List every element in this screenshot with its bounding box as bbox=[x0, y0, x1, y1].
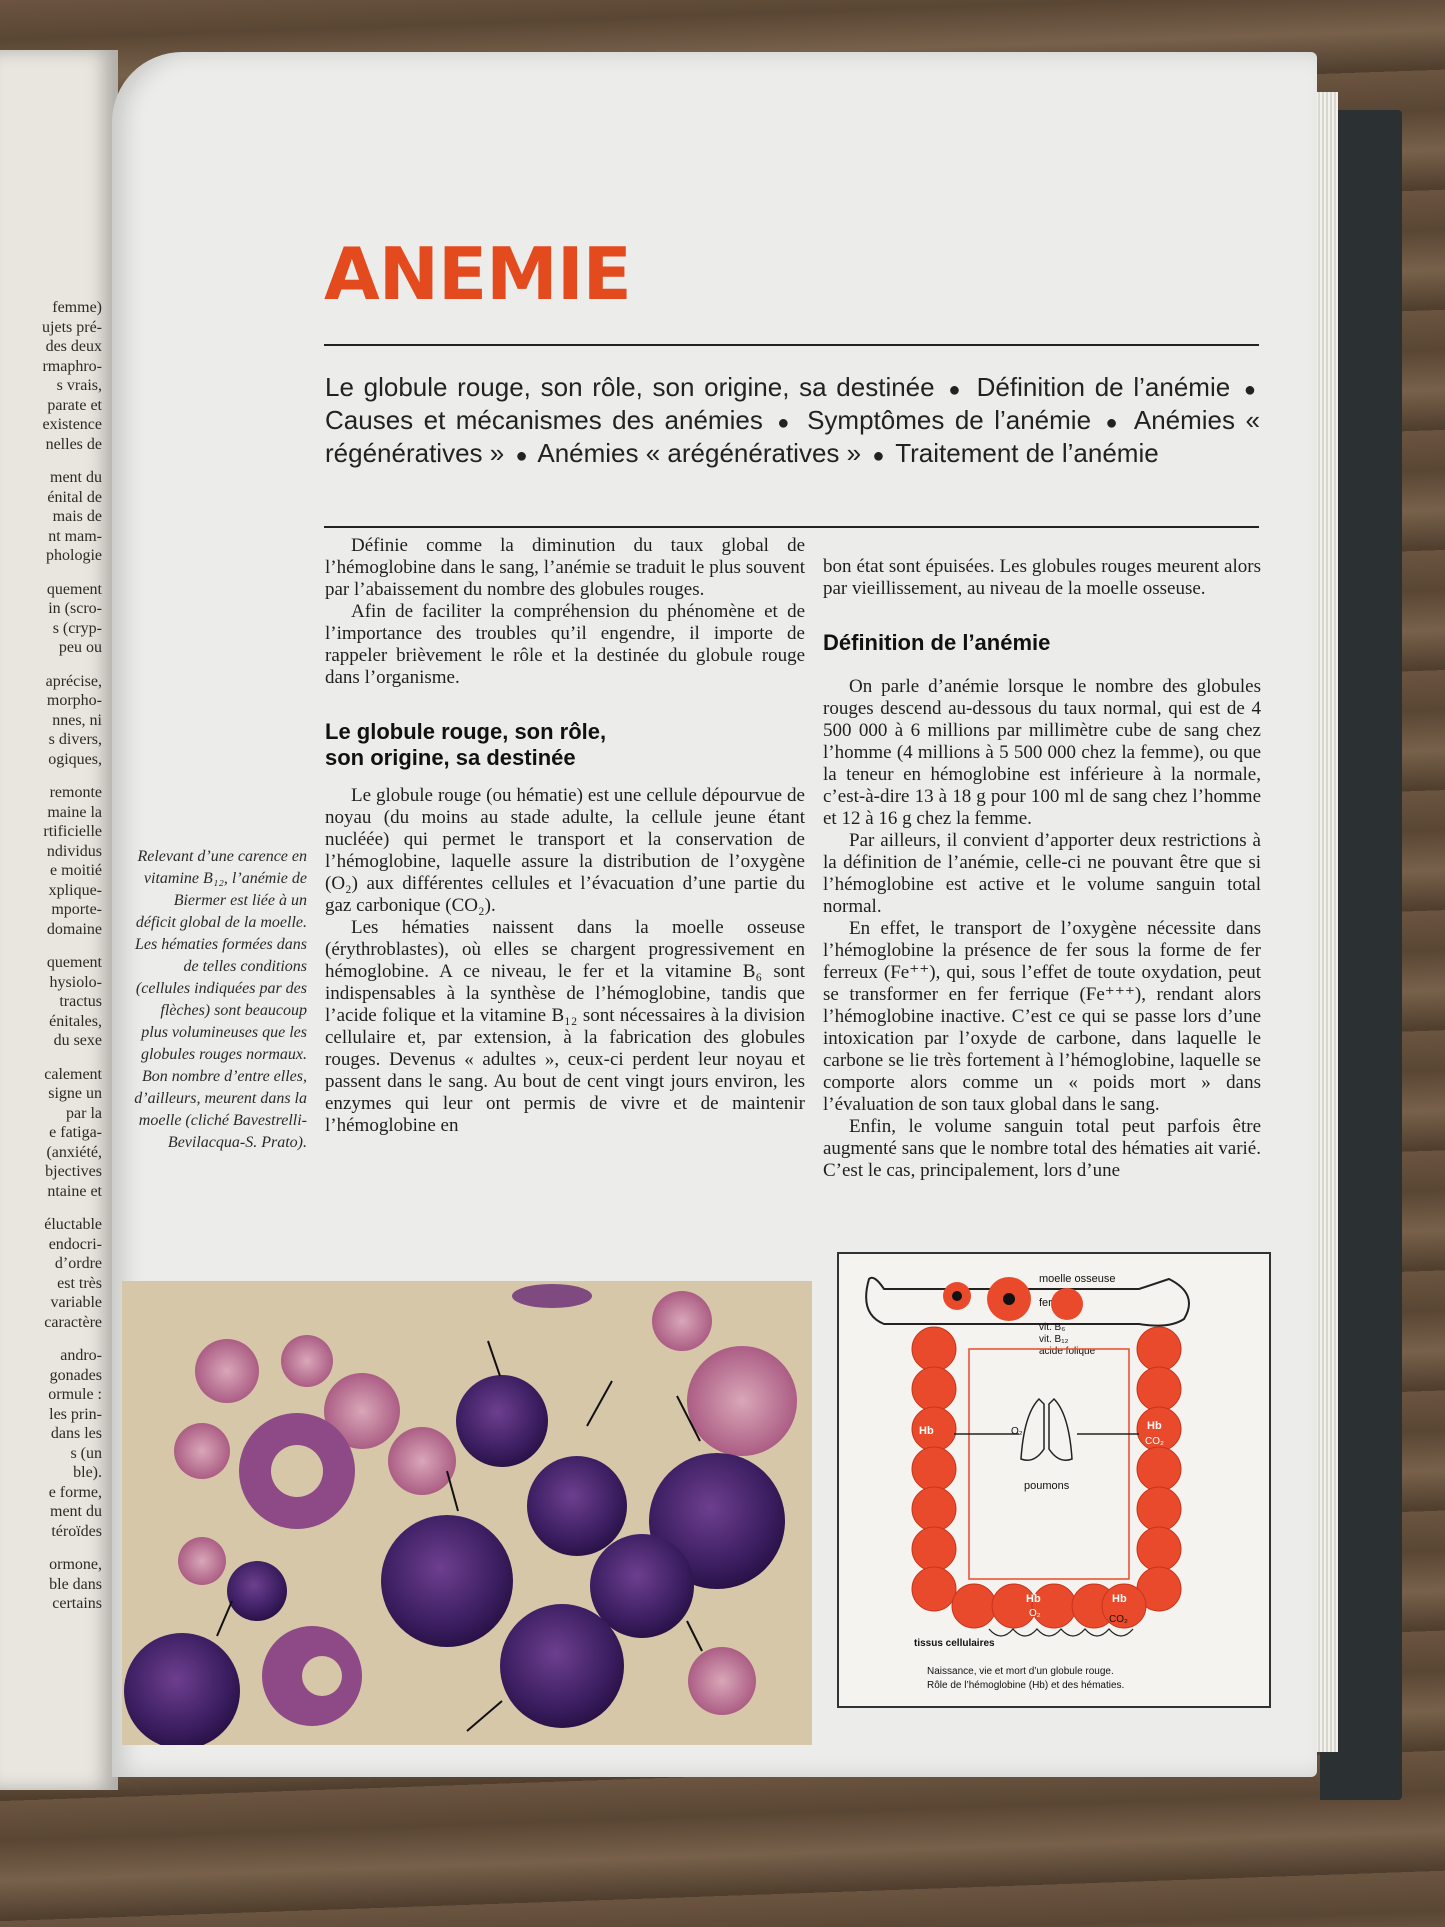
left-page-line: ment du bbox=[50, 1503, 102, 1520]
left-page-line: quement bbox=[46, 580, 102, 598]
left-page-line: par la bbox=[66, 1104, 102, 1122]
left-page-line: existence bbox=[42, 416, 102, 433]
left-page-line: calement bbox=[44, 1065, 102, 1083]
left-page-line: s (cryp- bbox=[52, 619, 102, 637]
left-page-line: rtificielle bbox=[43, 823, 102, 840]
left-page-line: remonte bbox=[49, 784, 102, 801]
section-heading bbox=[325, 719, 805, 771]
left-page-line: aprécise, bbox=[45, 672, 102, 690]
text-column-left bbox=[325, 535, 805, 1137]
heading-line: son origine, sa destinée bbox=[325, 745, 576, 770]
diagram-caption-line2: Rôle de l’hémoglobine (Hb) et des hématies. bbox=[927, 1680, 1125, 1691]
red-cell-diagram bbox=[837, 1252, 1271, 1708]
label-fer: fer bbox=[1039, 1297, 1052, 1309]
left-page-line: bjectives bbox=[45, 1163, 102, 1180]
left-page-line: femme) bbox=[52, 299, 102, 316]
left-page-line: caractère bbox=[44, 1313, 102, 1331]
chapter-summary bbox=[325, 372, 1260, 471]
left-page-line: variable bbox=[50, 1294, 102, 1311]
left-page-line: morpho- bbox=[46, 692, 102, 709]
summary-item: Anémies « régénératives » bbox=[325, 405, 1260, 468]
summary-item: Causes et mécanismes des anémies bbox=[325, 405, 763, 435]
left-page-line: ble). bbox=[73, 1464, 102, 1481]
bullet-icon: ● bbox=[948, 379, 963, 401]
left-page-line: éluctable bbox=[44, 1216, 102, 1233]
circulation-diagram bbox=[839, 1254, 1269, 1706]
label-hb-bottom-right: Hb bbox=[1112, 1593, 1127, 1605]
left-page-line: s divers, bbox=[48, 731, 102, 748]
text-column-right bbox=[823, 556, 1261, 1182]
paragraph: Par ailleurs, il convient d’apporter deux restrictions à la définition de l’anémie, celle-ci ne pouvant être que si l’hémoglobine est active et le volume sanguin total normal. bbox=[823, 830, 1261, 917]
summary-item: Symptômes de l’anémie bbox=[807, 405, 1092, 435]
left-page-line: téroïdes bbox=[51, 1522, 102, 1540]
diagram-caption-line1: Naissance, vie et mort d’un globule rouge. bbox=[927, 1666, 1114, 1677]
label-hb-bottom-left: Hb bbox=[1026, 1593, 1041, 1605]
label-tissus: tissus cellulaires bbox=[914, 1638, 995, 1649]
left-page-line: ble dans bbox=[49, 1575, 102, 1593]
left-page-line: nnes, ni bbox=[52, 711, 102, 729]
label-o2-lung: O₂ bbox=[1011, 1426, 1023, 1437]
bullet-icon: ● bbox=[872, 445, 885, 467]
label-co2-bottom: CO₂ bbox=[1109, 1614, 1128, 1625]
left-page-line: certains bbox=[52, 1595, 102, 1612]
label-moelle: moelle osseuse bbox=[1039, 1273, 1116, 1285]
micrograph-image bbox=[122, 1281, 812, 1745]
left-page-line: dans les bbox=[50, 1425, 102, 1442]
page-title: ANEMIE bbox=[324, 232, 631, 316]
left-page-line: (anxiété, bbox=[46, 1143, 102, 1161]
left-page-line: e fatiga- bbox=[49, 1124, 102, 1141]
bullet-icon: ● bbox=[1105, 412, 1121, 434]
left-page-line: hysiolo- bbox=[49, 973, 102, 991]
paragraph: En effet, le transport de l’oxygène nécessite dans l’hémoglobine la présence de fer sous la forme de fer ferreux (Fe⁺⁺), qui, sous l’effet de toute oxydation, peut se transformer en fer ferrique (Fe⁺⁺⁺), rendant alors l’hémoglobine inactive. C’est ce qui se passe lors d’une intoxication par l’oxyde de carbone, dans laquelle le carbone se lie très fortement à l’hémoglobine, laquelle se comporte alors comme un « poids mort » dans l’évaluation de son taux global dans le sang. bbox=[823, 918, 1261, 1115]
left-page-line: xplique- bbox=[48, 881, 102, 899]
left-page-line: phologie bbox=[46, 547, 102, 564]
label-folique: acide folique bbox=[1039, 1346, 1096, 1357]
paragraph: Les hématies naissent dans la moelle osseuse (érythroblastes), où elles se chargent progressivement en hémoglobine. A ce niveau, le fer et la vitamine B₆ sont indispensables à la synthèse de l’hémoglobine, tandis que l’acide folique et la vitamine B₁₂ sont nécessaires à la division cellulaire et, par extension, à la fabrication des globules rouges. Devenus « adultes », ceux-ci perdent leur noyau et passent dans le sang. Au bout de cent vingt jours environ, les enzymes qui leur ont permis de vivre et de maintenir l’hémoglobine en bbox=[325, 917, 805, 1136]
left-page-line: gonades bbox=[49, 1366, 102, 1384]
summary-item: Le globule rouge, son rôle, son origine, sa destinée bbox=[325, 372, 935, 402]
left-page-line: les prin- bbox=[49, 1405, 102, 1423]
paragraph: Afin de faciliter la compréhension du phénomène et de l’importance des troubles qu’il engendre, il importe de rappeler brièvement le rôle et la destinée du globule rouge dans l’organisme. bbox=[325, 601, 805, 688]
left-page-line: ment du bbox=[50, 469, 102, 486]
left-page-line: ntaine et bbox=[47, 1182, 102, 1200]
label-vitb6: vit. B₆ bbox=[1039, 1322, 1066, 1333]
left-page-line: ndividus bbox=[46, 842, 102, 860]
left-page-line: tractus bbox=[59, 993, 102, 1010]
label-hb-left: Hb bbox=[919, 1425, 934, 1437]
left-page-line: s (un bbox=[70, 1444, 102, 1462]
left-page-line: signe un bbox=[48, 1085, 102, 1102]
summary-item: Traitement de l’anémie bbox=[895, 438, 1159, 468]
left-page-line: mais de bbox=[52, 508, 102, 525]
label-o2-bottom: O₂ bbox=[1029, 1608, 1041, 1619]
left-page-line: nelles de bbox=[45, 435, 102, 453]
left-page-line: ormule : bbox=[48, 1386, 102, 1403]
left-page-line: maine la bbox=[47, 803, 102, 821]
left-page-line: e moitié bbox=[50, 862, 102, 879]
paragraph: On parle d’anémie lorsque le nombre des globules rouges descend au-dessous du taux normal, qui est de 4 500 000 à 6 millions par millimètre cube de sang chez l’homme (4 millions à 5 500 000 chez la femme), ou que la teneur en hémoglobine est inférieure à la normale, c’est-à-dire 13 à 18 g pour 100 ml de sang chez l’homme et 12 à 16 g chez la femme. bbox=[823, 676, 1261, 829]
section-heading: Définition de l’anémie bbox=[823, 630, 1051, 655]
bullet-icon: ● bbox=[777, 412, 793, 434]
left-page-line: s vrais, bbox=[56, 377, 102, 394]
left-page-line: ormone, bbox=[49, 1556, 102, 1573]
left-page-line: ogiques, bbox=[48, 750, 102, 768]
left-page-line: énital de bbox=[47, 488, 102, 506]
left-page-line: quement bbox=[46, 954, 102, 971]
photo-caption: Relevant d’une carence en vitamine B₁₂, l’anémie de Biermer est liée à un déficit global de la moelle. Les hématies formées dans de telles conditions (cellules indiquées par des flèches) sont beaucoup plus volumineuses que les globules rouges normaux. Bon nombre d’entre elles, d’ailleurs, meurent dans la moelle (cliché Bavestrelli-Bevilacqua-S. Prato). bbox=[134, 848, 307, 1151]
left-page-line: in (scro- bbox=[48, 600, 102, 617]
left-page-line: rmaphro- bbox=[42, 357, 102, 375]
paragraph: Enfin, le volume sanguin total peut parfois être augmenté sans que le nombre total des hématies ait varié. C’est le cas, principalement, lors d’une bbox=[823, 1116, 1261, 1181]
left-page-line: endocri- bbox=[48, 1235, 102, 1253]
left-page-line: andro- bbox=[60, 1347, 102, 1364]
summary-rule bbox=[324, 526, 1259, 528]
lungs-icon bbox=[1021, 1399, 1072, 1460]
left-page-line: mporte- bbox=[51, 901, 102, 918]
paragraph: bon état sont épuisées. Les globules rouges meurent alors par vieillissement, au niveau de la moelle osseuse. bbox=[823, 556, 1261, 599]
left-page-line: e forme, bbox=[48, 1483, 102, 1501]
heading-line: Le globule rouge, son rôle, bbox=[325, 719, 607, 744]
paragraph: Définie comme la diminution du taux global de l’hémoglobine dans le sang, l’anémie se traduit le plus souvent par l’abaissement du nombre des globules rouges. bbox=[325, 535, 805, 600]
left-page-line: domaine bbox=[46, 920, 102, 938]
label-co2-right: CO₂ bbox=[1145, 1436, 1164, 1447]
micrograph-photo bbox=[122, 1281, 812, 1745]
left-page-line: énitales, bbox=[49, 1012, 102, 1030]
left-page-line: nt mam- bbox=[48, 527, 102, 545]
label-poumons: poumons bbox=[1024, 1480, 1070, 1492]
title-rule bbox=[324, 344, 1259, 346]
left-page-line: des deux bbox=[45, 338, 102, 355]
left-page-fragment bbox=[0, 50, 118, 1790]
paragraph: Le globule rouge (ou hématie) est une cellule dépourvue de noyau (du moins au stade adulte, la cellule jeune étant nucléée) qui permet le transport et la conservation de l’hémoglobine, laquelle assure la distribution de l’oxygène (O₂) aux différentes cellules et l’évacuation d’une partie du gaz carbonique (CO₂). bbox=[325, 785, 805, 916]
left-page-line: ujets pré- bbox=[42, 318, 102, 336]
bullet-icon: ● bbox=[515, 445, 528, 467]
summary-item: Anémies « arégénératives » bbox=[537, 438, 862, 468]
left-page-line: est très bbox=[57, 1274, 102, 1292]
bullet-icon: ● bbox=[1243, 379, 1256, 401]
label-vitb12: vit. B₁₂ bbox=[1039, 1334, 1069, 1345]
summary-item: Définition de l’anémie bbox=[976, 372, 1231, 402]
left-page-line: peu ou bbox=[58, 639, 102, 656]
left-page-line: d’ordre bbox=[54, 1255, 102, 1272]
left-page-line: du sexe bbox=[53, 1032, 102, 1049]
label-hb-right: Hb bbox=[1147, 1420, 1162, 1432]
left-page-line: parate et bbox=[47, 396, 102, 414]
